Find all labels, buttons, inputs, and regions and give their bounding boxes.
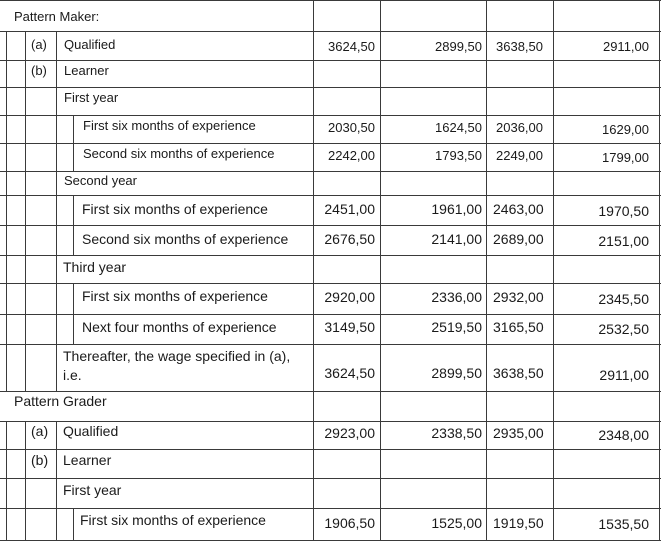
row-label: First year: [64, 90, 119, 105]
value-col-3: 3165,50: [493, 319, 544, 335]
value-col-4: 2348,00: [598, 427, 649, 443]
table-row: [0, 0, 661, 31]
value-col-2: 1961,00: [431, 201, 482, 217]
value-col-2: 2899,50: [435, 39, 482, 54]
table-row: [0, 478, 661, 508]
table-row: [0, 314, 661, 344]
row-label: Second six months of experience: [83, 146, 275, 161]
row-label: Learner: [63, 452, 112, 468]
value-col-4: 2345,50: [598, 291, 649, 307]
value-col-1: 3624,50: [324, 365, 375, 381]
value-col-4: 1799,00: [602, 150, 649, 165]
value-col-1: 3149,50: [324, 319, 375, 335]
row-label: Second six months of experience: [82, 231, 289, 247]
value-col-4: 1535,50: [598, 516, 649, 532]
row-label: Next four months of experience: [82, 319, 277, 335]
row-marker: (b): [31, 63, 47, 78]
value-col-1: 2030,50: [328, 120, 375, 135]
table-row: [0, 283, 661, 314]
table-row: [0, 195, 661, 225]
value-col-1: 2920,00: [324, 289, 375, 305]
row-label: Qualified: [63, 423, 119, 439]
value-col-2: 2899,50: [431, 365, 482, 381]
value-col-2: 1525,00: [431, 515, 482, 531]
table-row: [0, 87, 661, 115]
row-label: First six months of experience: [82, 288, 268, 304]
table-row: [0, 31, 661, 60]
table-row: [0, 255, 661, 283]
table-row: [0, 449, 661, 478]
value-col-1: 2676,50: [324, 231, 375, 247]
value-col-3: 2463,00: [493, 201, 544, 217]
value-col-3: 2689,00: [493, 231, 544, 247]
table-row: [0, 171, 661, 195]
value-col-4: 2911,00: [602, 39, 649, 54]
row-marker: (a): [31, 37, 47, 52]
table-row: [0, 225, 661, 255]
value-col-4: 1629,00: [602, 122, 649, 137]
table-row: [0, 421, 661, 449]
section-heading: Pattern Maker:: [14, 9, 100, 24]
value-col-3: 3638,50: [493, 365, 544, 381]
table-row: [0, 508, 661, 541]
value-col-3: 1919,50: [493, 515, 544, 531]
row-label: Third year: [63, 259, 127, 275]
value-col-1: 2451,00: [324, 201, 375, 217]
value-col-3: 2249,00: [496, 148, 543, 163]
row-label: First year: [63, 482, 122, 498]
value-col-1: 3624,50: [328, 39, 375, 54]
table-row: [0, 391, 661, 421]
row-label: First six months of experience: [82, 201, 268, 217]
value-col-2: 2338,50: [431, 425, 482, 441]
row-label: Qualified: [64, 37, 116, 52]
value-col-2: 1624,50: [435, 120, 482, 135]
value-col-4: 2911,00: [599, 367, 649, 383]
row-marker: (b): [31, 452, 49, 468]
table-row: [0, 60, 661, 87]
row-label: Second year: [64, 173, 137, 188]
table-row: [0, 344, 661, 391]
table-row: [0, 143, 661, 171]
value-col-1: 2923,00: [324, 425, 375, 441]
row-marker: (a): [31, 423, 49, 439]
value-col-2: 1793,50: [435, 148, 482, 163]
value-col-3: 3638,50: [496, 39, 543, 54]
value-col-4: 2532,50: [598, 321, 649, 337]
section-heading: Pattern Grader: [14, 393, 107, 409]
value-col-1: 1906,50: [324, 515, 375, 531]
value-col-1: 2242,00: [328, 148, 375, 163]
value-col-2: 2336,00: [431, 289, 482, 305]
table-row: [0, 115, 661, 143]
row-label: First six months of experience: [80, 512, 266, 528]
value-col-3: 2932,00: [493, 289, 544, 305]
value-col-4: 2151,00: [598, 233, 649, 249]
row-label: Thereafter, the wage specified in (a), i.e.: [63, 348, 291, 383]
value-col-2: 2141,00: [431, 231, 482, 247]
value-col-2: 2519,50: [431, 319, 482, 335]
row-label: Learner: [64, 63, 109, 78]
value-col-3: 2036,00: [496, 120, 543, 135]
row-label: First six months of experience: [83, 118, 256, 133]
value-col-3: 2935,00: [493, 425, 544, 441]
value-col-4: 1970,50: [598, 203, 649, 219]
